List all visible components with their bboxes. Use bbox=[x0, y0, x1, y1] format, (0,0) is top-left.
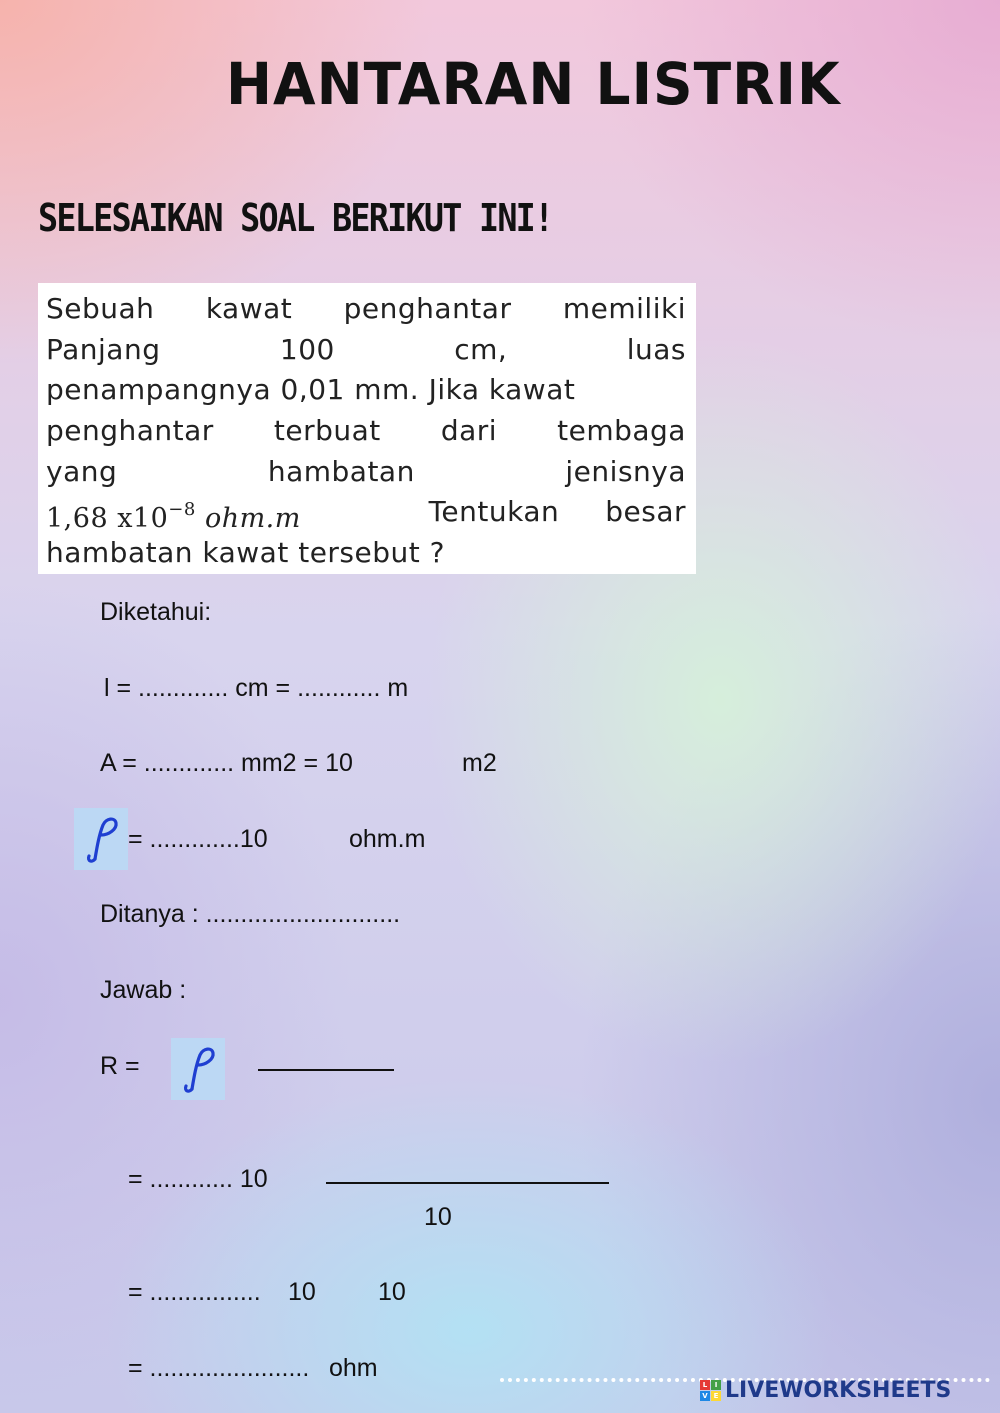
answer-label: Jawab : bbox=[100, 976, 187, 1004]
step-2: = ................ bbox=[128, 1278, 261, 1306]
question-line-5: yang hambatan jenisnya bbox=[46, 454, 686, 488]
rho-symbol-box-2 bbox=[171, 1038, 225, 1100]
step-2-power-a: 10 bbox=[288, 1278, 316, 1306]
known-label: Diketahui: bbox=[100, 598, 212, 626]
rho-icon bbox=[178, 1043, 218, 1095]
question-line-7: hambatan kawat tersebut ? bbox=[46, 536, 446, 570]
instruction-heading: SELESAIKAN SOAL BERIKUT INI! bbox=[38, 196, 553, 240]
question-line-6: 1,68 $x10^{-8}$ ohm.m Tentukan besar bbox=[46, 492, 686, 533]
length-line: l = ............. cm = ............ m bbox=[104, 674, 409, 702]
rho-symbol-box bbox=[74, 808, 128, 870]
step-1-denominator: 10 bbox=[424, 1203, 452, 1231]
brand-logo-icon: L I V E bbox=[700, 1380, 721, 1401]
fraction-bar bbox=[258, 1069, 394, 1071]
resistance-label: R = bbox=[100, 1052, 140, 1080]
area-unit: m2 bbox=[462, 749, 497, 777]
resistivity-formula: 1,68 $x10^{-8}$ ohm.m bbox=[46, 499, 301, 535]
step-2-power-b: 10 bbox=[378, 1278, 406, 1306]
question-line-2: Panjang 100 cm, luas bbox=[46, 332, 686, 366]
question-box bbox=[38, 283, 696, 574]
fraction-bar-2 bbox=[326, 1182, 609, 1184]
question-line-4: penghantar terbuat dari tembaga bbox=[46, 414, 686, 448]
resistivity-unit: ohm.m bbox=[349, 825, 426, 853]
brand-name: LIVEWORKSHEETS bbox=[725, 1378, 952, 1403]
rho-icon bbox=[81, 813, 121, 865]
step-1: = ............ 10 bbox=[128, 1165, 268, 1193]
page-title: HANTARAN LISTRIK bbox=[226, 50, 841, 118]
asked-line: Ditanya : ............................ bbox=[100, 900, 401, 928]
question-line-3: penampangnya 0,01 mm. Jika kawat bbox=[46, 373, 576, 407]
step-3-unit: ohm bbox=[329, 1354, 378, 1382]
question-line-1: Sebuah kawat penghantar memiliki bbox=[46, 292, 686, 325]
resistivity-line: = .............10 bbox=[128, 825, 268, 853]
brand-footer[interactable] bbox=[700, 1378, 951, 1403]
step-3: = ....................... bbox=[128, 1354, 310, 1382]
area-line: A = ............. mm2 = 10 bbox=[100, 749, 353, 777]
